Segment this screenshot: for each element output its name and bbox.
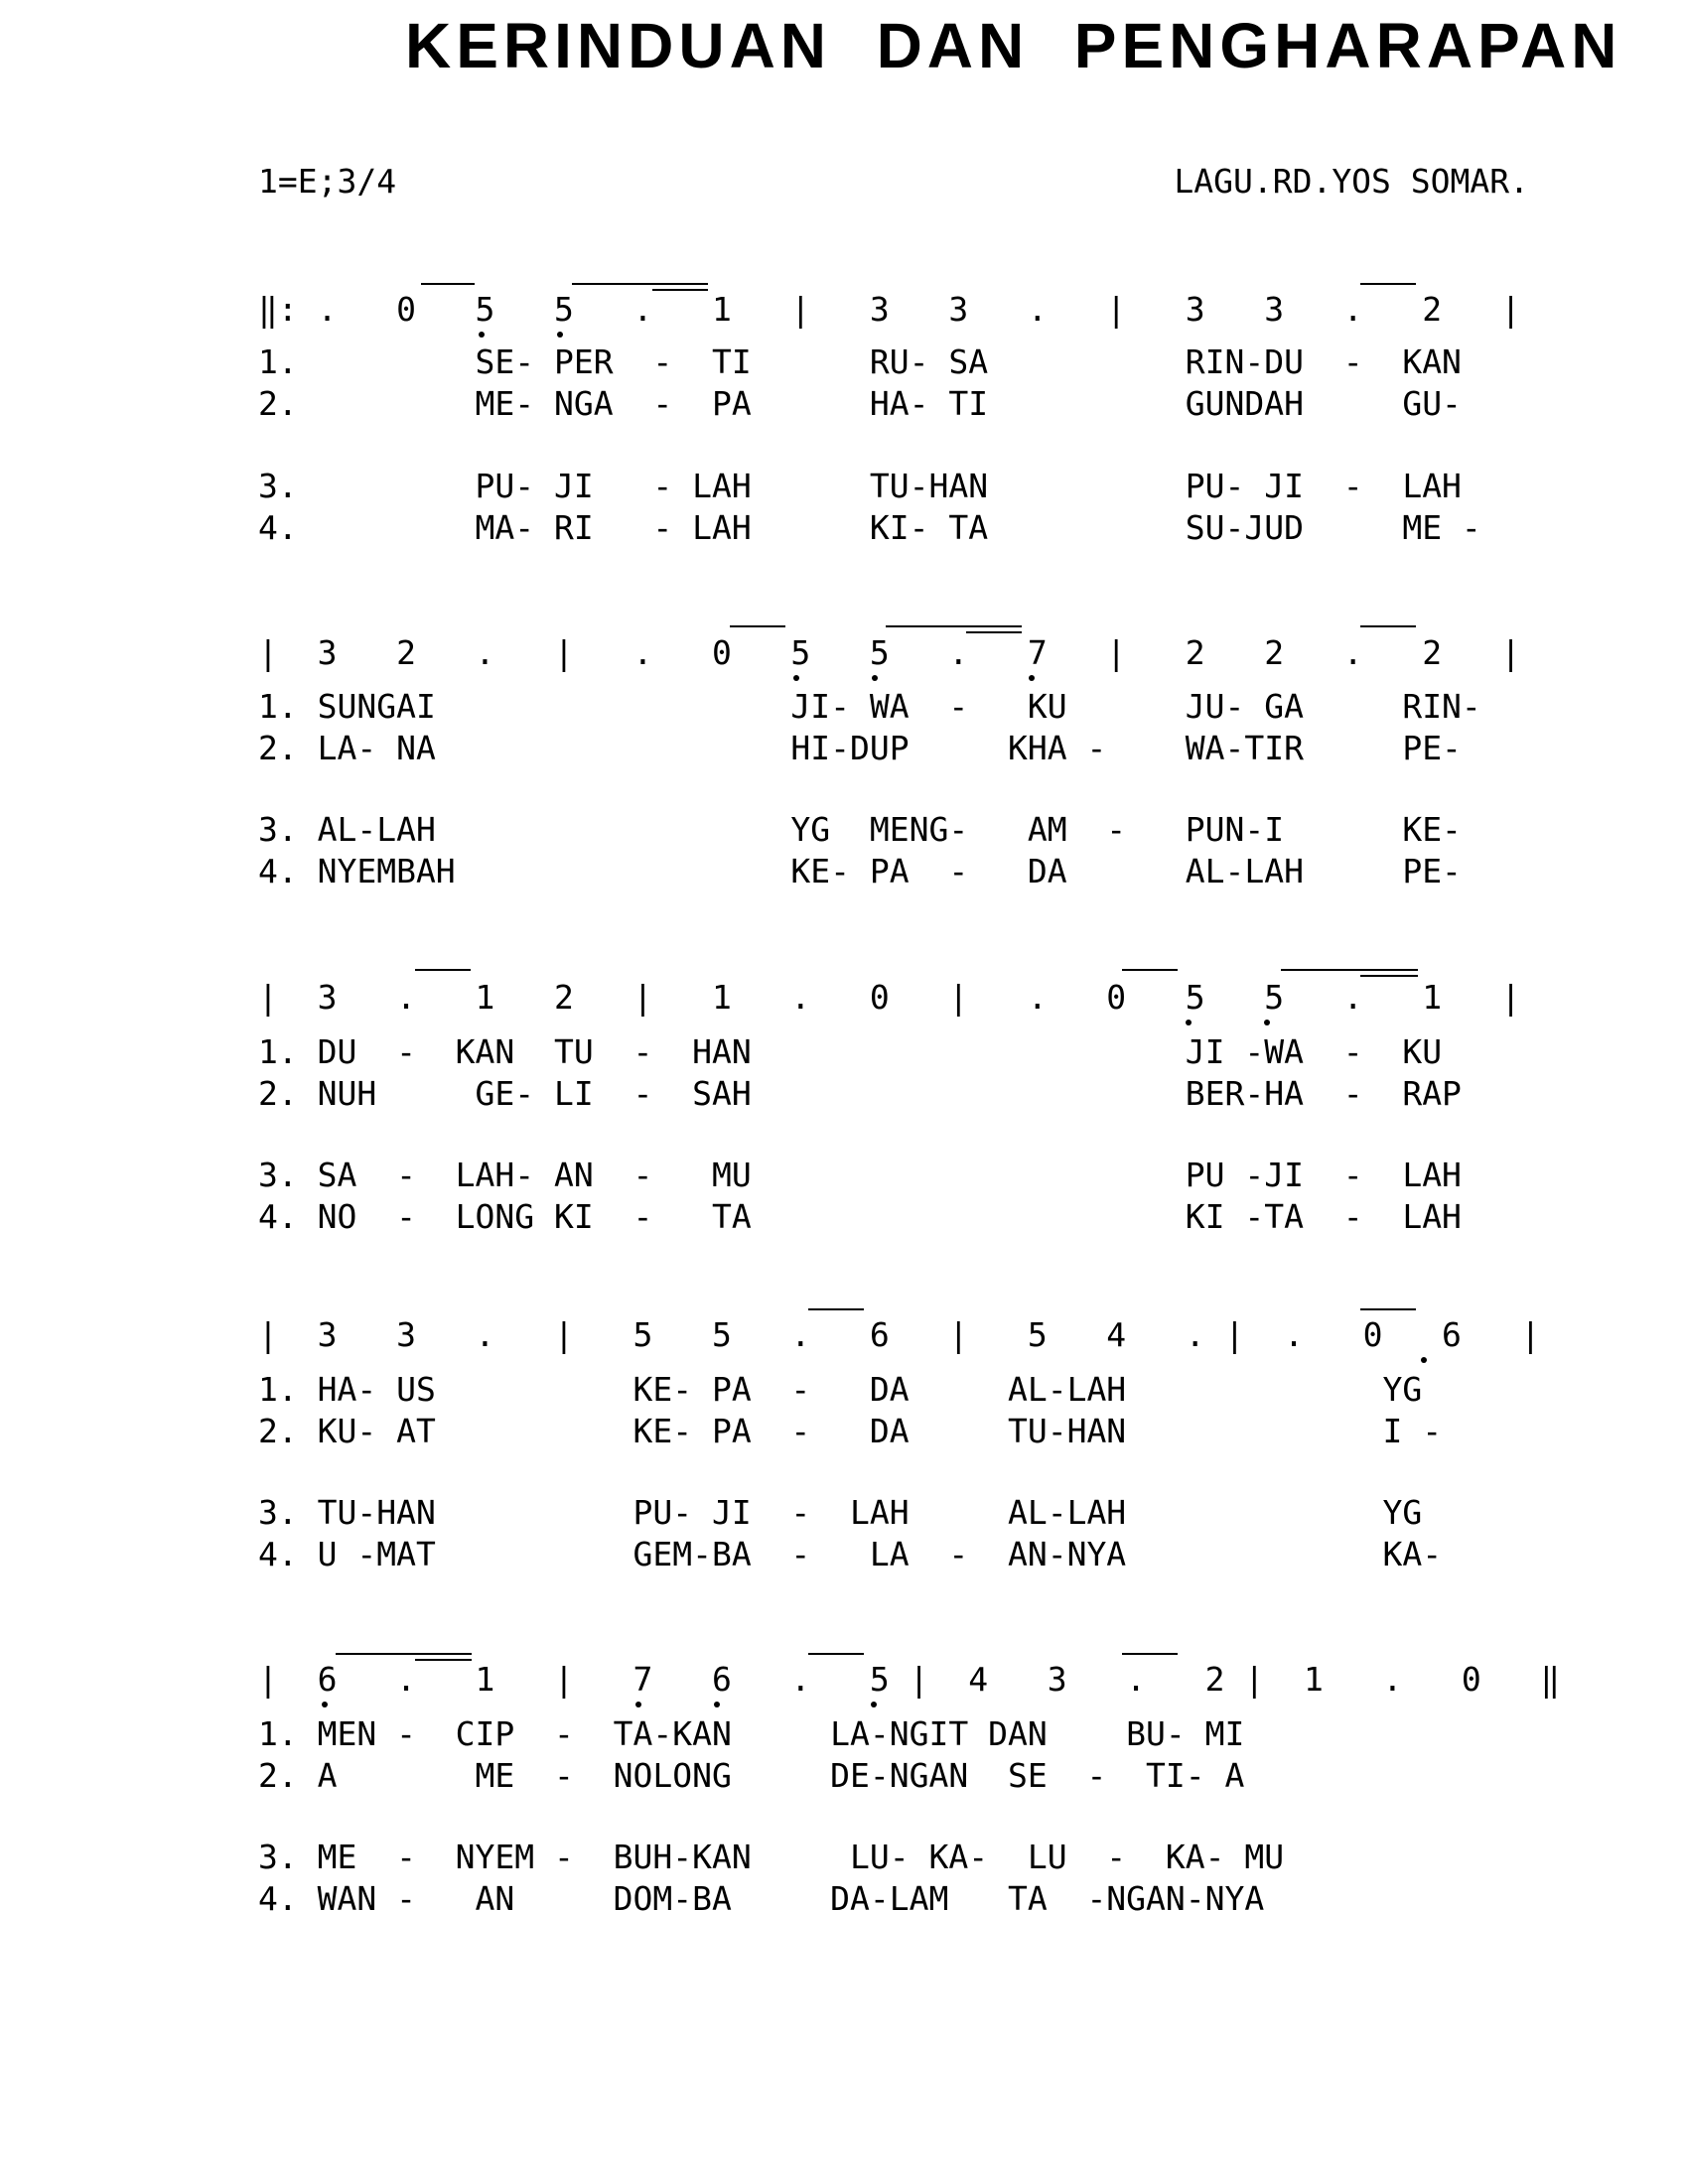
notation-line: | 6 . 1 | 7 6 . 5 | 4 3 . 2 | 1 . 0 ‖ <box>258 1660 1561 1699</box>
lyric-verse-1: 1. HA- US KE- PA - DA AL-LAH YG <box>258 1370 1423 1409</box>
lyric-verse-1: 1. SE- PER - TI RU- SA RIN-DU - KAN <box>258 342 1462 381</box>
beam <box>1122 969 1178 971</box>
beam <box>415 969 471 971</box>
lyric-verse-3: 3. AL-LAH YG MENG- AM - PUN-I KE- <box>258 810 1462 849</box>
lyric-verse-4: 4. U -MAT GEM-BA - LA - AN-NYA KA- <box>258 1535 1443 1573</box>
beam <box>421 283 475 285</box>
beam <box>730 625 785 627</box>
lyric-verse-3: 3. PU- JI - LAH TU-HAN PU- JI - LAH <box>258 467 1462 505</box>
lyric-verse-1: 1. MEN - CIP - TA-KAN LA-NGIT DAN BU- MI <box>258 1714 1245 1753</box>
notation-line: ‖: . 0 5 5 . 1 | 3 3 . | 3 3 . 2 | <box>258 290 1521 329</box>
lyric-verse-4: 4. WAN - AN DOM-BA DA-LAM TA -NGAN-NYA <box>258 1879 1265 1918</box>
lyric-verse-3: 3. TU-HAN PU- JI - LAH AL-LAH YG <box>258 1493 1423 1532</box>
beam <box>1360 975 1418 977</box>
lower-octave-dot <box>714 1702 720 1707</box>
lower-octave-dot <box>322 1702 328 1707</box>
lyric-verse-2: 2. KU- AT KE- PA - DA TU-HAN I - <box>258 1412 1443 1450</box>
beam <box>808 1308 864 1310</box>
beam <box>808 1653 864 1655</box>
lower-octave-dot <box>793 675 799 681</box>
beam <box>1360 1308 1416 1310</box>
beam <box>1281 969 1418 971</box>
lower-octave-dot <box>479 332 485 338</box>
lower-octave-dot <box>1029 675 1035 681</box>
lyric-verse-2: 2. LA- NA HI-DUP KHA - WA-TIR PE- <box>258 729 1462 767</box>
lyric-verse-3: 3. SA - LAH- AN - MU PU -JI - LAH <box>258 1156 1462 1194</box>
lyric-verse-2: 2. NUH GE- LI - SAH BER-HA - RAP <box>258 1074 1462 1113</box>
lyric-verse-1: 1. SUNGAI JI- WA - KU JU- GA RIN- <box>258 687 1481 726</box>
key-time-signature: 1=E;3/4 <box>258 162 397 201</box>
notation-line: | 3 3 . | 5 5 . 6 | 5 4 . | . 0 6 | <box>258 1315 1541 1354</box>
beam <box>336 1653 472 1655</box>
lyric-verse-2: 2. A ME - NOLONG DE-NGAN SE - TI- A <box>258 1756 1245 1795</box>
lower-octave-dot <box>872 675 878 681</box>
lyric-verse-4: 4. NYEMBAH KE- PA - DA AL-LAH PE- <box>258 852 1462 890</box>
lyric-verse-4: 4. MA- RI - LAH KI- TA SU-JUD ME - <box>258 508 1481 547</box>
lower-octave-dot <box>871 1702 877 1707</box>
notation-line: | 3 2 . | . 0 5 5 . 7 | 2 2 . 2 | <box>258 633 1521 672</box>
lower-octave-dot <box>635 1702 641 1707</box>
lower-octave-dot <box>1264 1020 1270 1025</box>
beam <box>1122 1653 1178 1655</box>
song-title: KERINDUAN DAN PENGHARAPAN <box>405 10 1622 81</box>
lyric-verse-2: 2. ME- NGA - PA HA- TI GUNDAH GU- <box>258 384 1462 423</box>
lyric-verse-3: 3. ME - NYEM - BUH-KAN LU- KA- LU - KA- MU <box>258 1838 1285 1876</box>
beam <box>1360 283 1416 285</box>
composer-credit: LAGU.RD.YOS SOMAR. <box>1174 162 1529 201</box>
lyric-verse-1: 1. DU - KAN TU - HAN JI -WA - KU <box>258 1032 1443 1071</box>
lower-octave-dot <box>1421 1357 1427 1363</box>
beam <box>1360 625 1416 627</box>
beam <box>886 625 1022 627</box>
beam <box>572 283 708 285</box>
lyric-verse-4: 4. NO - LONG KI - TA KI -TA - LAH <box>258 1197 1462 1236</box>
lower-octave-dot <box>1186 1020 1192 1025</box>
lower-octave-dot <box>557 332 563 338</box>
notation-line: | 3 . 1 2 | 1 . 0 | . 0 5 5 . 1 | <box>258 978 1521 1017</box>
